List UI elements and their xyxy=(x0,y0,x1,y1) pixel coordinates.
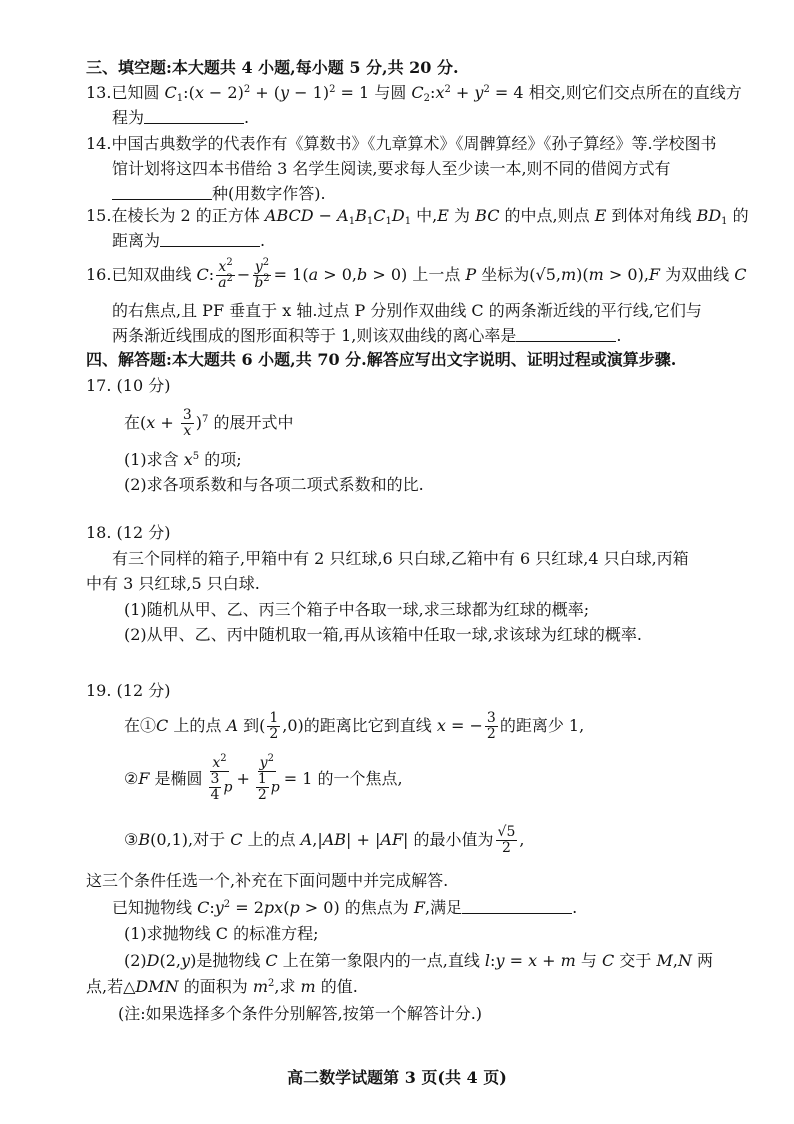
q15-line2: 距离为 . xyxy=(112,231,266,250)
q19-condition1: 在①C 上的点 A 到( $\frac{1}{2}$ ,0)的距离比它到直线 x = − $\frac{3}{2}$ 的距离少 1, xyxy=(124,710,585,742)
q16-line1: 16.已知双曲线 C: $\frac{x^2}{a^2}$ − $\frac{y^2}{b^2}$ = 1(a > 0,b > 0) 上一点 P 坐标为(√5,m)(m > 0),F 为双曲线 C xyxy=(86,257,747,291)
answer-blank[interactable] xyxy=(144,109,244,124)
q19-head: 19. (12 分) xyxy=(86,681,171,700)
q17-part1: (1)求含 $x^5$ 的项; xyxy=(124,450,242,469)
q19-part2-cont: 点,若△DMN 的面积为 $m^2$,求 m 的值. xyxy=(86,977,358,996)
q14-line1: 14.中国古典数学的代表作有《算数书》《九章算术》《周髀算经》《孙子算经》等.学校图书 xyxy=(86,134,717,153)
q17-stem: 在(x + $\frac{3}{x}$ )$^7$ 的展开式中 xyxy=(124,407,294,439)
page-footer: 高二数学试题第 3 页(共 4 页) xyxy=(287,1068,507,1087)
q16-line3: 两条渐近线围成的图形面积等于 1,则该双曲线的离心率是 . xyxy=(112,326,622,345)
answer-blank[interactable] xyxy=(462,899,572,914)
q16-line2: 的右焦点,且 PF 垂直于 x 轴.过点 P 分别作双曲线 C 的两条渐近线的平行线,它们与 xyxy=(112,301,702,320)
q19-choose: 这三个条件任选一个,补充在下面问题中并完成解答. xyxy=(86,871,449,890)
q19-note: (注:如果选择多个条件分别解答,按第一个解答计分.) xyxy=(118,1004,483,1023)
answer-blank[interactable] xyxy=(160,232,260,247)
q19-part2: (2)D(2,y)是抛物线 C 上在第一象限内的一点,直线 l:y = x + m 与 C 交于 M,N 两 xyxy=(124,951,714,970)
q19-condition3: ③B(0,1),对于 C 上的点 A,|AB| + |AF| 的最小值为 $\frac{√5}{2}$ , xyxy=(124,824,525,856)
answer-blank[interactable] xyxy=(112,185,212,200)
q18-part1: (1)随机从甲、乙、丙三个箱子中各取一球,求三球都为红球的概率; xyxy=(124,600,590,619)
q18-head: 18. (12 分) xyxy=(86,523,171,542)
q19-condition2: ②F 是椭圆 $x^2$ $\frac{3}{4}$ p + $y^2$ $\frac{1}{2}$ p = 1 的一个焦点, xyxy=(124,753,403,803)
section4-header: 四、解答题:本大题共 6 小题,共 70 分.解答应写出文字说明、证明过程或演算步骤. xyxy=(86,350,677,369)
q17-part2: (2)求各项系数和与各项二项式系数和的比. xyxy=(124,475,424,494)
q18-part2: (2)从甲、乙、丙中随机取一箱,再从该箱中任取一球,求该球为红球的概率. xyxy=(124,625,642,644)
q18-line1: 有三个同样的箱子,甲箱中有 2 只红球,6 只白球,乙箱中有 6 只红球,4 只白球,丙箱 xyxy=(112,549,689,568)
q15-line1: 15.在棱长为 2 的正方体 ABCD − $A_1B_1C_1D_1$ 中,E 为 BC 的中点,则点 E 到体对角线 $BD_1$ 的 xyxy=(86,206,749,227)
answer-blank[interactable] xyxy=(516,327,616,342)
q18-line2: 中有 3 只红球,5 只白球. xyxy=(86,574,260,593)
q17-head: 17. (10 分) xyxy=(86,376,171,395)
q14-line3: 种(用数字作答). xyxy=(112,183,326,205)
q13-line1: 13.已知圆 $C_1:(x - 2)^2 + (y - 1)^2 = 1$ 与圆 $C_2:x^2 + y^2 = 4$ 相交,则它们交点所在的直线方 xyxy=(86,83,742,104)
q19-part1: (1)求抛物线 C 的标准方程; xyxy=(124,924,319,943)
section3-header: 三、填空题:本大题共 4 小题,每小题 5 分,共 20 分. xyxy=(86,58,459,77)
q13-line2: 程为 . xyxy=(112,108,250,127)
q14-line2: 馆计划将这四本书借给 3 名学生阅读,要求每人至少读一本,则不同的借阅方式有 xyxy=(112,159,671,178)
q19-given: 已知抛物线 $C:y^2 = 2px(p > 0)$ 的焦点为 F,满足 . xyxy=(112,898,578,917)
